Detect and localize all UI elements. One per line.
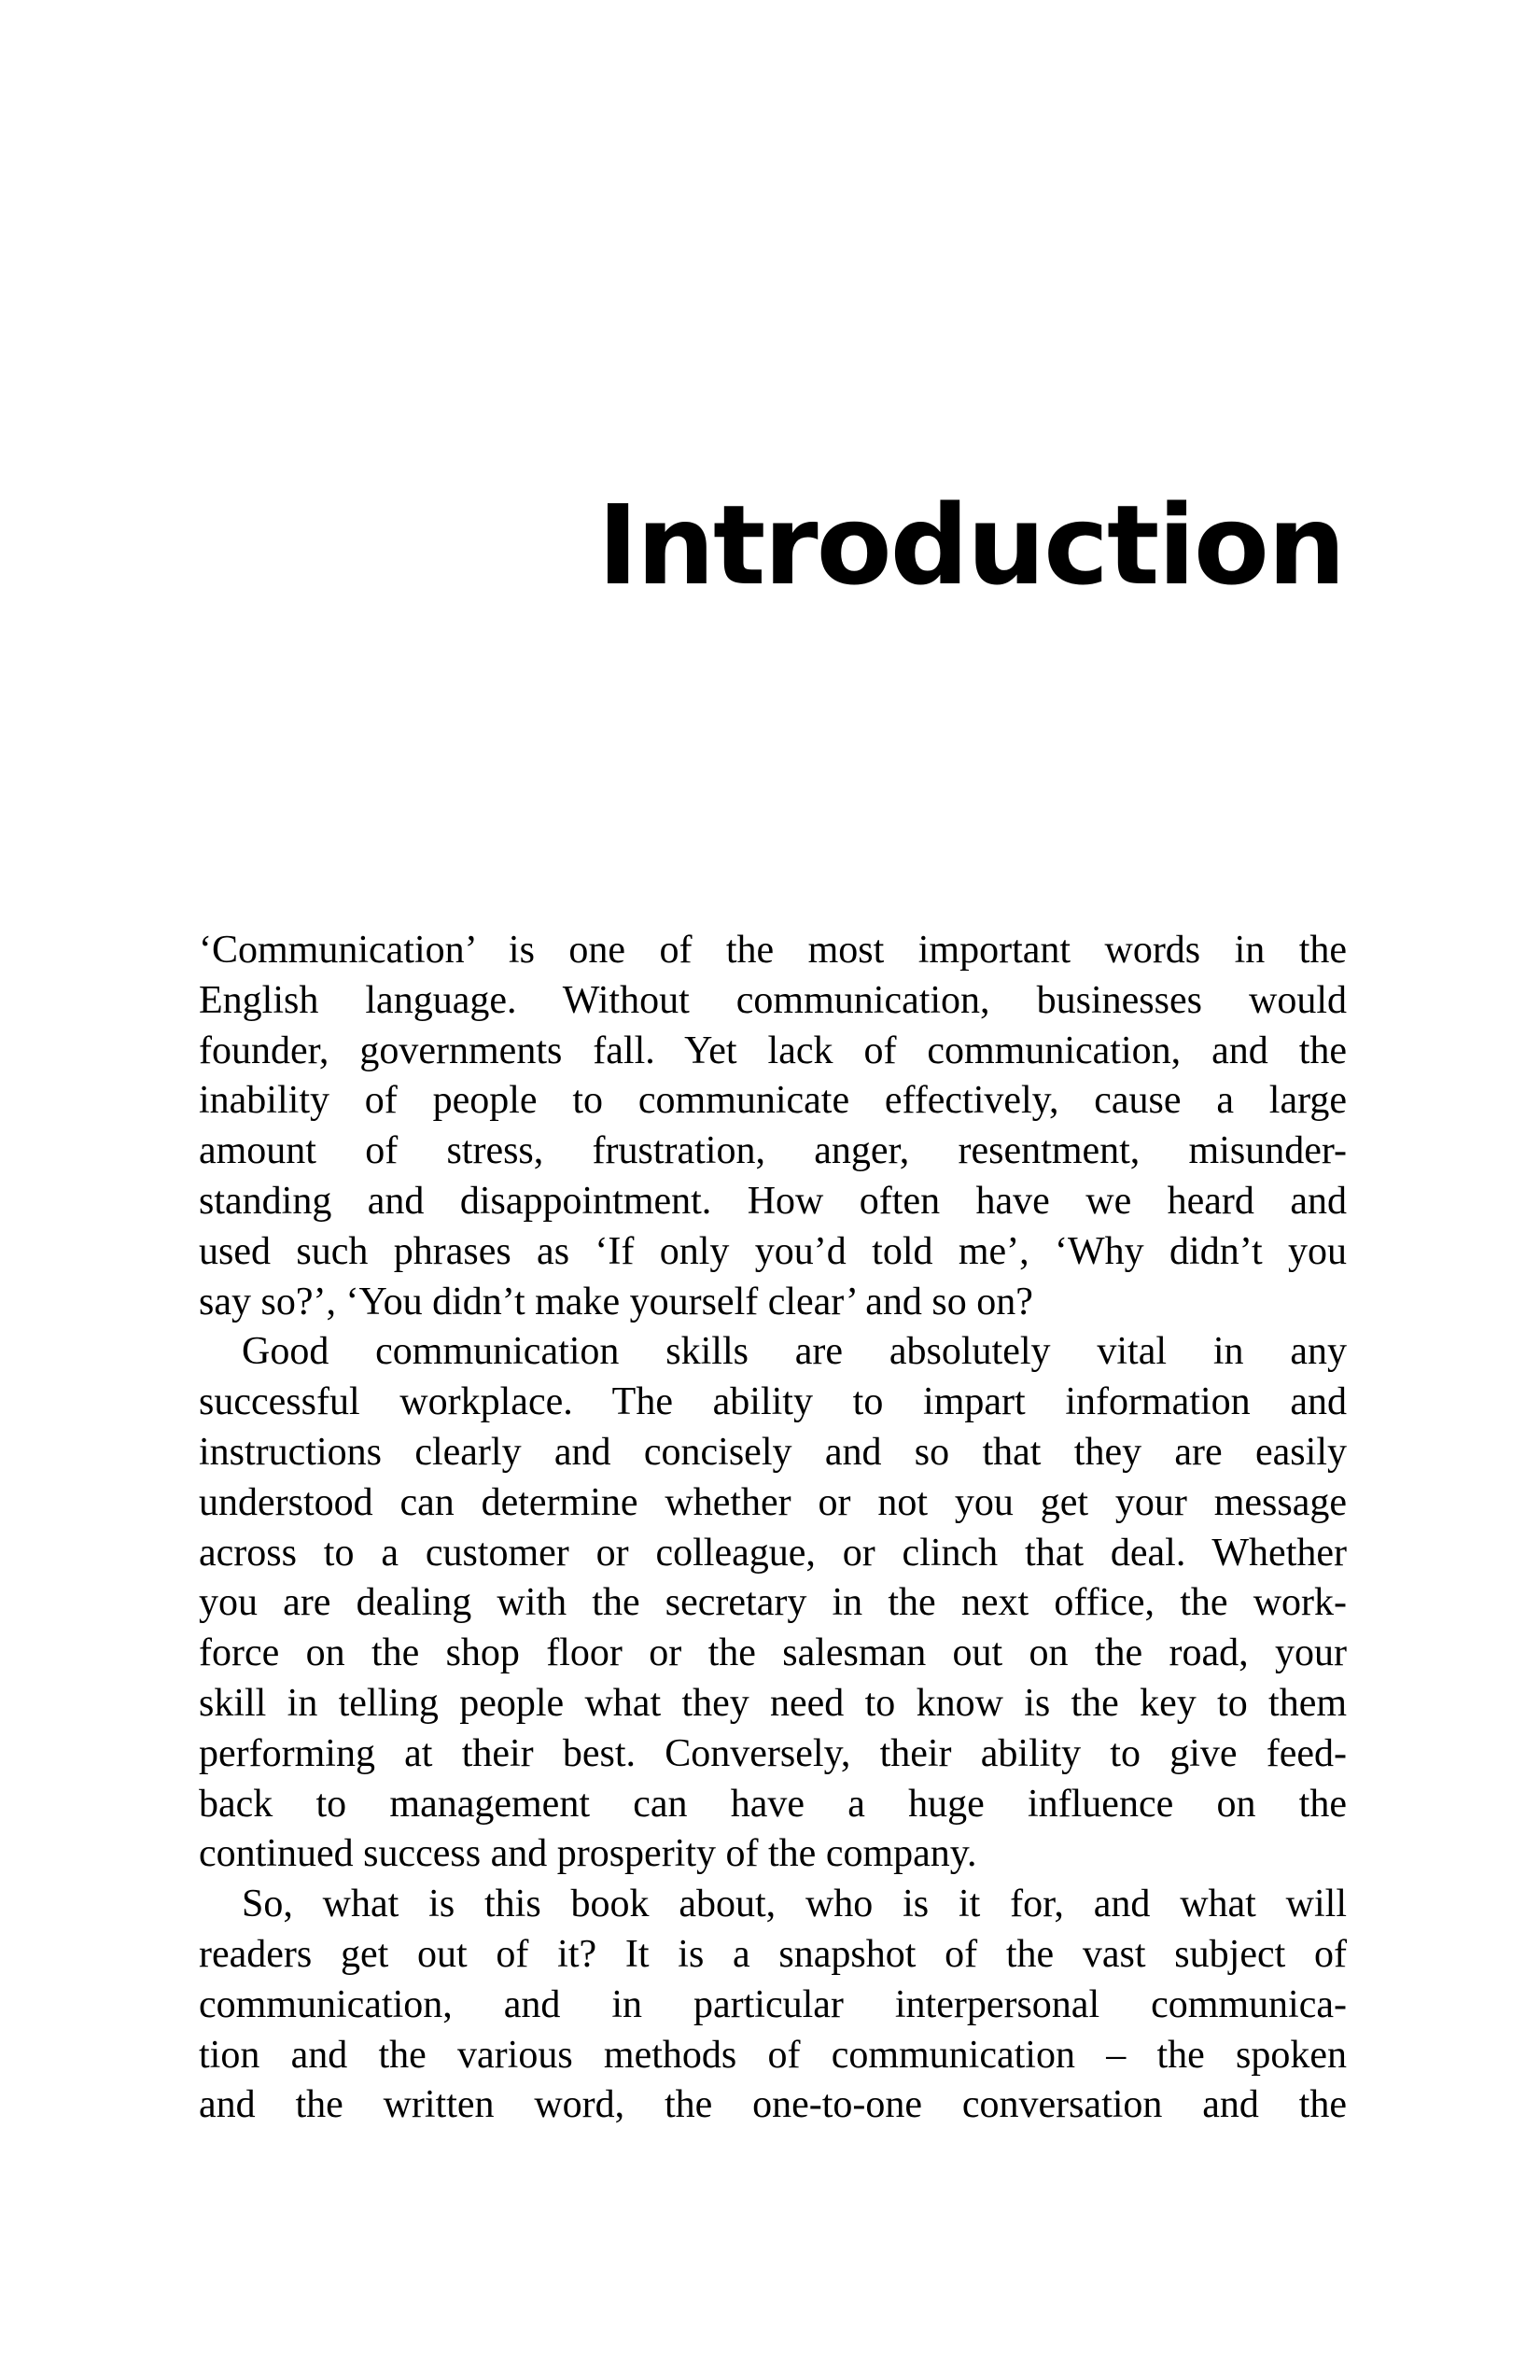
text-line: say so?’, ‘You didn’t make yourself clear’ and so on? bbox=[199, 1280, 1033, 1323]
text-line: ‘Communication’ is one of the most important words in the bbox=[199, 929, 1347, 972]
text-line: amount of stress, frustration, anger, resentment, misunder- bbox=[199, 1129, 1347, 1173]
text-line: and the written word, the one-to-one conversation and the bbox=[199, 2083, 1347, 2127]
text-line: English language. Without communication, businesses would bbox=[199, 978, 1347, 1022]
text-line: force on the shop floor or the salesman out on the road, your bbox=[199, 1631, 1347, 1675]
text-line: standing and disappointment. How often have we heard and bbox=[199, 1179, 1347, 1223]
text-line: communication, and in particular interpersonal communica- bbox=[199, 1982, 1347, 2026]
text-line: understood can determine whether or not you get your message bbox=[199, 1480, 1347, 1524]
chapter-title: Introduction bbox=[597, 481, 1344, 609]
paragraph bbox=[199, 926, 1347, 1327]
text-line: Good communication skills are absolutely vital in any bbox=[242, 1330, 1347, 1374]
text-line: used such phrases as ‘If only you’d told me’, ‘Why didn’t you bbox=[199, 1229, 1347, 1273]
paragraph bbox=[199, 1327, 1347, 1880]
text-line: tion and the various methods of communication – the spoken bbox=[199, 2033, 1347, 2077]
body-text bbox=[199, 926, 1347, 2131]
paragraph bbox=[199, 1880, 1347, 2131]
text-line: continued success and prosperity of the company. bbox=[199, 1832, 977, 1876]
text-line: back to management can have a huge influence on the bbox=[199, 1782, 1347, 1826]
text-line: across to a customer or colleague, or clinch that deal. Whether bbox=[199, 1531, 1347, 1575]
text-line: you are dealing with the secretary in the next office, the work- bbox=[199, 1581, 1347, 1625]
text-line: founder, governments fall. Yet lack of communication, and the bbox=[199, 1029, 1347, 1072]
text-line: inability of people to communicate effectively, cause a large bbox=[199, 1079, 1347, 1123]
text-line: readers get out of it? It is a snapshot of the vast subject of bbox=[199, 1932, 1347, 1976]
text-line: So, what is this book about, who is it for, and what will bbox=[242, 1883, 1347, 1926]
text-line: skill in telling people what they need to know is the key to them bbox=[199, 1681, 1347, 1725]
text-line: instructions clearly and concisely and so that they are easily bbox=[199, 1430, 1347, 1474]
text-line: successful workplace. The ability to impart information and bbox=[199, 1380, 1347, 1424]
text-line: performing at their best. Conversely, their ability to give feed- bbox=[199, 1731, 1347, 1775]
